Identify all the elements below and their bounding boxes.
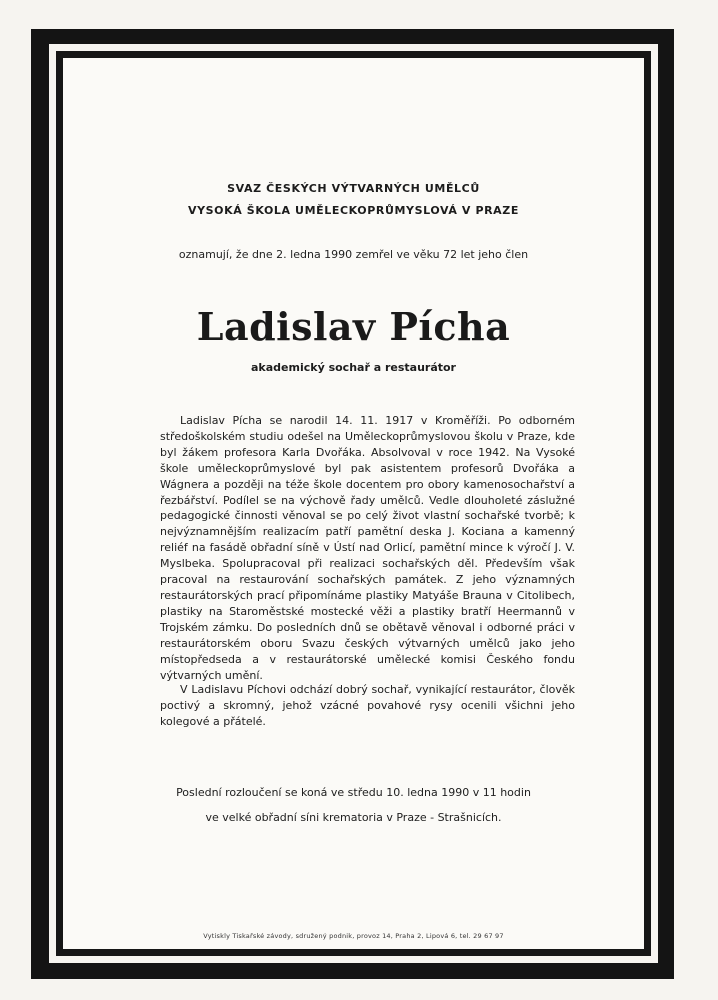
tribute-paragraph: V Ladislavu Píchovi odchází dobrý sochař, vynikající restaurátor, člověk poctivý a skromný, jehož vzácné povahové rysy ocenili všichni jeho kolegové a přátelé. bbox=[160, 683, 575, 728]
biography-paragraph: Ladislav Pícha se narodil 14. 11. 1917 v Kroměříži. Po odborném středoškolském studiu odešel na Uměleckoprůmyslovou školu v Praze, kde byl žákem profesora Karla Dvořáka. Absolvoval v roce 1942. Na Vysoké škole uměleckoprůmyslové byl pak asistentem profesorů Dvořáka a Wágnera a později na téže škole docentem pro obory kamenosochařství a řezbářství. Podílel se na výchově řady umělců. Vedle dlouholeté záslužné pedagogické činnosti věnoval se po celý život vlastní sochařské tvorbě; k nejvýznamnějším realizacím patří pamětní deska J. Kociana a kamenný reliéf na fasádě obřadní síně v Ústí nad Orlicí, pamětní mince k výročí J. V. Myslbeka. Spolupracoval při realizaci sochařských děl. Především však pracoval na restaurování sochařských památek. Z jeho významných restaurátorských prací připomínáme plastiky Matyáše Brauna v Citolibech, plastiky na Staroměstské mostecké věži a plastiky bratří Heermannů v Trojském zámku. Do posledních dnů se obětavě věnoval i odborné práci v restaurátorském oboru Svazu českých výtvarných umělců jako jeho místopředseda a v restaurátorské umělecké komisi Českého fondu výtvarných umění. bbox=[160, 414, 575, 682]
funeral-date-line: Poslední rozloučení se koná ve středu 10. ledna 1990 v 11 hodin bbox=[176, 786, 531, 799]
deceased-name: Ladislav Pícha bbox=[196, 304, 511, 349]
deceased-profession: akademický sochař a restaurátor bbox=[251, 361, 456, 374]
obituary-content bbox=[63, 58, 644, 949]
organization-line-1: SVAZ ČESKÝCH VÝTVARNÝCH UMĚLCŮ bbox=[227, 182, 480, 195]
announcement-text: oznamují, že dne 2. ledna 1990 zemřel ve věku 72 let jeho člen bbox=[178, 248, 529, 261]
printer-imprint: Vytiskly Tiskařské závody, sdružený podnik, provoz 14, Praha 2, Lipová 6, tel. 29 67 97 bbox=[203, 932, 504, 940]
funeral-location-line: ve velké obřadní síni krematoria v Praze - Strašnicích. bbox=[205, 811, 502, 824]
organization-line-2: VYSOKÁ ŠKOLA UMĚLECKOPRŮMYSLOVÁ V PRAZE bbox=[187, 204, 519, 217]
